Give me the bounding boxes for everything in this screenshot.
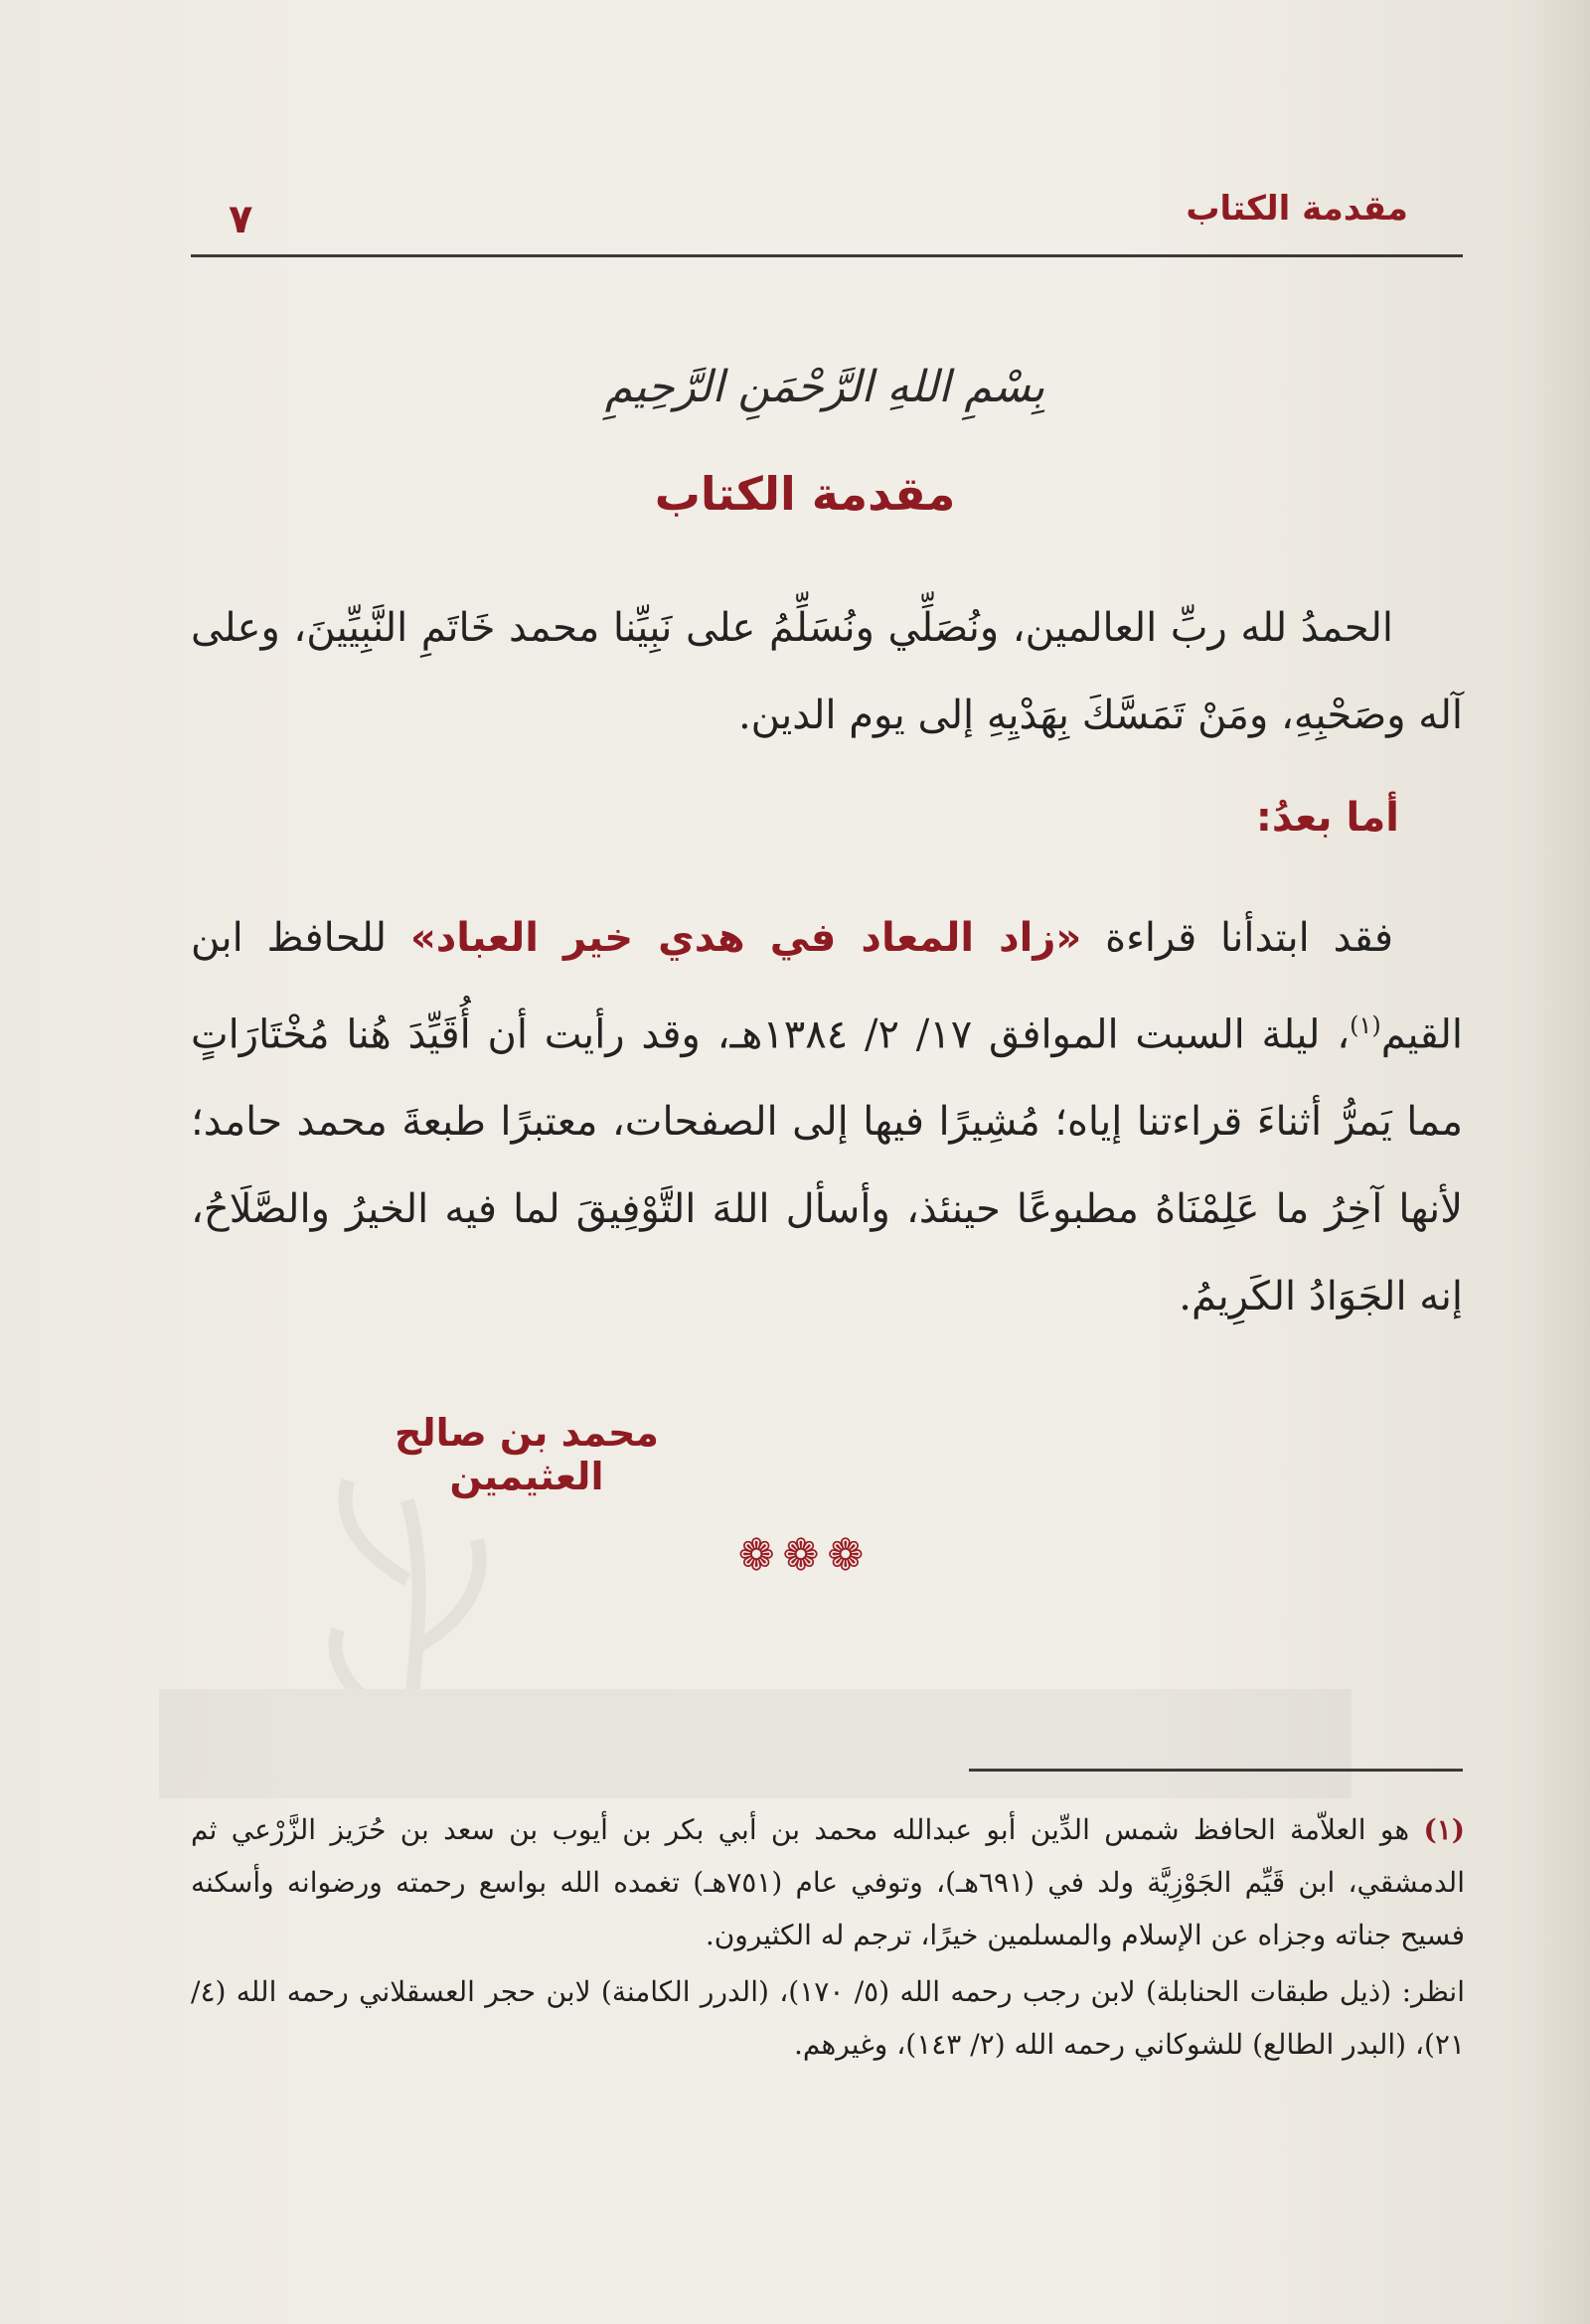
page-header xyxy=(191,189,1463,258)
footnote-reference: (١) xyxy=(1350,1011,1381,1039)
chapter-title: مقدمة الكتاب xyxy=(654,467,956,521)
main-paragraph-part3: ، ليلة السبت الموافق ١٧/ ٢/ ١٣٨٤هـ، وقد رأيت أن أُقَيِّدَ هُنا مُخْتَارَاتٍ مما يَمرُّ أثناءَ قراءتنا إياه؛ مُشِيرًا فيها إلى الصفحات، معتبرًا طبعةَ محمد حامد؛ لأنها آخِرُ ما عَلِمْنَاهُ مطبوعًا حينئذ، وأسأل اللهَ التَّوْفِيقَ لما فيه الخيرُ والصَّلَاحُ، إنه الجَوَادُ الكَرِيمُ. xyxy=(191,1011,1463,1320)
section-ornament: ❁❁❁ xyxy=(737,1530,873,1581)
footnote-marker: (١) xyxy=(1423,1813,1465,1846)
book-title: «زاد المعاد في هدي خير العباد» xyxy=(409,915,1082,961)
main-paragraph-part2: للحافظ ابن القيم xyxy=(191,915,1464,1058)
footnotes xyxy=(191,1803,1465,2071)
footnote-rule xyxy=(969,1769,1463,1772)
footnote-references: انظر: (ذيل طبقات الحنابلة) لابن رجب رحمه الله (٥/ ١٧٠)، (الدرر الكامنة) لابن حجر العسقلاني رحمه الله (٤/ ٢١)، (البدر الطالع) للشوكاني رحمه الله (٢/ ١٤٣)، وغيرهم. xyxy=(191,1975,1465,2061)
running-head: مقدمة الكتاب xyxy=(1186,189,1408,229)
main-paragraph xyxy=(191,894,1463,1340)
footnote-text: هو العلاّمة الحافظ شمس الدِّين أبو عبدالله محمد بن أبي بكر بن أيوب بن سعد بن حُرَيز الزَّرْعي ثم الدمشقي، ابن قَيِّم الجَوْزِيَّة ولد في (٦٩١هـ)، وتوفي عام (٧٥١هـ) تغمده الله بواسع رحمته ورضوانه وأسكنه فسيح جناته وجزاه عن الإسلام والمسلمين خيرًا، ترجم له الكثيرون. xyxy=(191,1813,1465,1951)
footnote-1 xyxy=(191,1803,1465,1961)
author-signature: محمد بن صالح العثيمين xyxy=(395,1411,659,1498)
amma-bad-heading: أما بعدُ: xyxy=(1255,795,1399,841)
watermark-logo xyxy=(159,1461,1352,1798)
intro-paragraph: الحمدُ لله ربِّ العالمين، ونُصَلِّي ونُسَلِّمُ على نَبِيِّنا محمد خَاتَمِ النَّبِيِّينَ، وعلى آله وصَحْبِهِ، ومَنْ تَمَسَّكَ بِهَدْيِهِ إلى يوم الدين. xyxy=(191,605,1463,738)
page-number: ٧ xyxy=(229,197,253,242)
header-rule xyxy=(191,254,1463,257)
main-paragraph-part1: فقد ابتدأنا قراءة xyxy=(1081,915,1393,961)
basmala-calligraphy: بِسْمِ اللهِ الرَّحْمَنِ الرَّحِيمِ xyxy=(604,362,1045,412)
